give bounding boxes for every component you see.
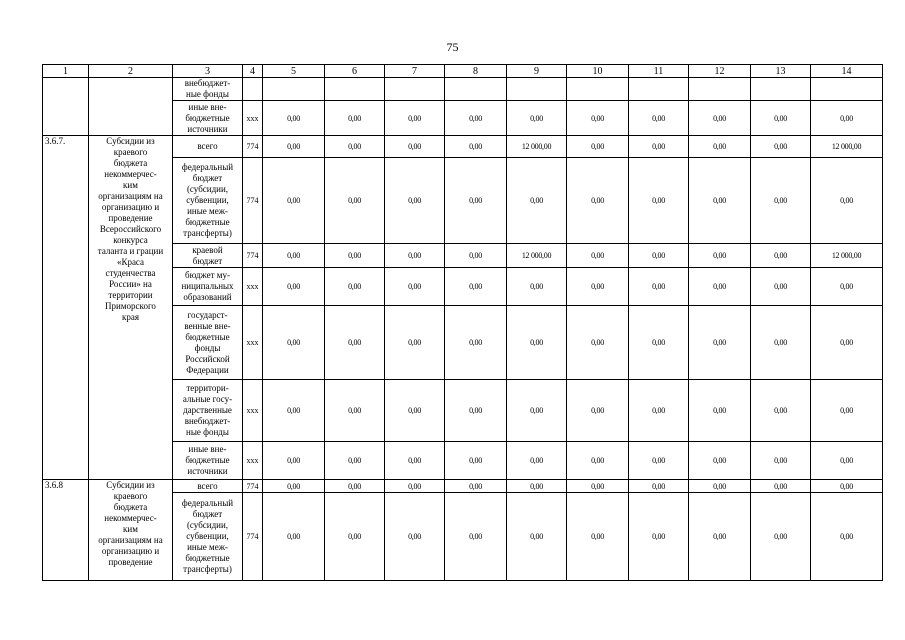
amount-cell: 0,00 <box>325 158 385 244</box>
amount-cell: 0,00 <box>629 380 689 442</box>
amount-cell: 0,00 <box>263 306 325 380</box>
item-code: 3.6.7. <box>43 136 89 480</box>
amount-cell: 0,00 <box>385 136 445 158</box>
amount-cell: 0,00 <box>385 493 445 581</box>
amount-cell: 0,00 <box>629 480 689 493</box>
funding-source: всего <box>173 480 243 493</box>
amount-cell: 0,00 <box>325 244 385 268</box>
amount-cell <box>811 78 883 101</box>
page-number: 75 <box>446 40 459 54</box>
amount-cell: 12 000,00 <box>507 136 567 158</box>
amount-cell: 0,00 <box>445 380 507 442</box>
amount-cell: 0,00 <box>445 244 507 268</box>
budget-table <box>42 64 883 581</box>
amount-cell: 0,00 <box>689 244 751 268</box>
amount-cell: 0,00 <box>507 101 567 136</box>
amount-cell: 0,00 <box>567 244 629 268</box>
amount-cell: 0,00 <box>325 480 385 493</box>
amount-cell <box>629 78 689 101</box>
amount-cell: 0,00 <box>811 306 883 380</box>
amount-cell: 0,00 <box>629 101 689 136</box>
amount-cell: 0,00 <box>629 268 689 306</box>
budget-code <box>243 78 263 101</box>
budget-code: 774 <box>243 493 263 581</box>
amount-cell: 0,00 <box>751 442 811 480</box>
amount-cell: 0,00 <box>629 136 689 158</box>
amount-cell: 0,00 <box>751 380 811 442</box>
amount-cell: 0,00 <box>567 442 629 480</box>
amount-cell: 0,00 <box>629 306 689 380</box>
amount-cell: 0,00 <box>445 101 507 136</box>
amount-cell: 0,00 <box>385 380 445 442</box>
amount-cell <box>567 78 629 101</box>
amount-cell: 12 000,00 <box>811 136 883 158</box>
column-header: 12 <box>689 65 751 78</box>
amount-cell: 0,00 <box>325 136 385 158</box>
amount-cell: 0,00 <box>263 244 325 268</box>
table-row <box>43 78 883 101</box>
amount-cell: 0,00 <box>263 136 325 158</box>
funding-source: государст- венные вне- бюджетные фонды Российской Федерации <box>173 306 243 380</box>
funding-source: всего <box>173 136 243 158</box>
amount-cell: 12 000,00 <box>507 244 567 268</box>
amount-cell: 0,00 <box>445 442 507 480</box>
funding-source: федеральный бюджет (субсидии, субвенции, иные меж- бюджетные трансферты) <box>173 493 243 581</box>
amount-cell: 0,00 <box>811 442 883 480</box>
column-header: 5 <box>263 65 325 78</box>
amount-cell: 0,00 <box>751 158 811 244</box>
amount-cell: 0,00 <box>629 244 689 268</box>
item-code: 3.6.8 <box>43 480 89 581</box>
amount-cell: 0,00 <box>263 101 325 136</box>
amount-cell <box>385 78 445 101</box>
amount-cell: 0,00 <box>445 480 507 493</box>
amount-cell: 0,00 <box>263 442 325 480</box>
amount-cell: 0,00 <box>325 306 385 380</box>
amount-cell: 0,00 <box>811 493 883 581</box>
amount-cell: 0,00 <box>325 493 385 581</box>
table-row <box>43 480 883 493</box>
amount-cell: 0,00 <box>567 480 629 493</box>
column-header: 6 <box>325 65 385 78</box>
amount-cell: 0,00 <box>629 493 689 581</box>
amount-cell: 0,00 <box>811 268 883 306</box>
amount-cell: 0,00 <box>507 380 567 442</box>
column-header: 4 <box>243 65 263 78</box>
amount-cell: 0,00 <box>325 380 385 442</box>
amount-cell: 0,00 <box>507 493 567 581</box>
item-name: Субсидии из краевого бюджета некоммерчес- ким организациям на организацию и проведение <box>89 480 173 581</box>
amount-cell: 0,00 <box>445 158 507 244</box>
amount-cell: 0,00 <box>445 493 507 581</box>
amount-cell: 0,00 <box>629 442 689 480</box>
budget-code: 774 <box>243 244 263 268</box>
item-name <box>89 78 173 136</box>
amount-cell <box>445 78 507 101</box>
amount-cell: 0,00 <box>567 380 629 442</box>
amount-cell: 0,00 <box>385 101 445 136</box>
amount-cell: 12 000,00 <box>811 244 883 268</box>
budget-code: ххх <box>243 268 263 306</box>
funding-source: федеральный бюджет (субсидии, субвенции, иные меж- бюджетные трансферты) <box>173 158 243 244</box>
amount-cell: 0,00 <box>507 306 567 380</box>
amount-cell: 0,00 <box>751 480 811 493</box>
amount-cell: 0,00 <box>507 480 567 493</box>
funding-source: территори- альные госу- дарственные внебюджет- ные фонды <box>173 380 243 442</box>
amount-cell: 0,00 <box>263 380 325 442</box>
amount-cell: 0,00 <box>811 158 883 244</box>
amount-cell: 0,00 <box>689 480 751 493</box>
amount-cell <box>751 78 811 101</box>
amount-cell: 0,00 <box>689 158 751 244</box>
amount-cell: 0,00 <box>385 306 445 380</box>
column-header: 8 <box>445 65 507 78</box>
amount-cell: 0,00 <box>811 380 883 442</box>
amount-cell: 0,00 <box>811 101 883 136</box>
amount-cell: 0,00 <box>263 268 325 306</box>
amount-cell: 0,00 <box>385 442 445 480</box>
amount-cell: 0,00 <box>567 493 629 581</box>
amount-cell: 0,00 <box>689 136 751 158</box>
item-code <box>43 78 89 136</box>
amount-cell: 0,00 <box>325 101 385 136</box>
amount-cell: 0,00 <box>263 493 325 581</box>
amount-cell <box>325 78 385 101</box>
table-row <box>43 136 883 158</box>
column-header: 9 <box>507 65 567 78</box>
column-header: 11 <box>629 65 689 78</box>
budget-code: 774 <box>243 480 263 493</box>
amount-cell <box>507 78 567 101</box>
column-header: 13 <box>751 65 811 78</box>
amount-cell: 0,00 <box>751 244 811 268</box>
amount-cell <box>689 78 751 101</box>
budget-code: ххх <box>243 442 263 480</box>
budget-code: 774 <box>243 158 263 244</box>
amount-cell: 0,00 <box>385 158 445 244</box>
amount-cell: 0,00 <box>507 158 567 244</box>
amount-cell: 0,00 <box>385 268 445 306</box>
amount-cell: 0,00 <box>751 101 811 136</box>
amount-cell: 0,00 <box>263 158 325 244</box>
budget-code: ххх <box>243 101 263 136</box>
budget-code: 774 <box>243 136 263 158</box>
budget-code: ххх <box>243 306 263 380</box>
amount-cell: 0,00 <box>385 480 445 493</box>
funding-source: бюджет му- ниципальных образований <box>173 268 243 306</box>
column-header: 7 <box>385 65 445 78</box>
amount-cell: 0,00 <box>325 268 385 306</box>
amount-cell: 0,00 <box>567 158 629 244</box>
amount-cell <box>263 78 325 101</box>
column-header: 2 <box>89 65 173 78</box>
amount-cell: 0,00 <box>507 268 567 306</box>
amount-cell: 0,00 <box>689 380 751 442</box>
amount-cell: 0,00 <box>689 101 751 136</box>
budget-code: ххх <box>243 380 263 442</box>
amount-cell: 0,00 <box>811 480 883 493</box>
item-name: Субсидии из краевого бюджета некоммерчес- ким организациям на организацию и проведение Всероссийского конкурса таланта и грации «Краса студенчества России» на территории Приморского края <box>89 136 173 480</box>
amount-cell: 0,00 <box>263 480 325 493</box>
amount-cell: 0,00 <box>445 306 507 380</box>
amount-cell: 0,00 <box>567 268 629 306</box>
amount-cell: 0,00 <box>567 101 629 136</box>
amount-cell: 0,00 <box>567 136 629 158</box>
amount-cell: 0,00 <box>567 306 629 380</box>
column-header: 10 <box>567 65 629 78</box>
amount-cell: 0,00 <box>751 268 811 306</box>
amount-cell: 0,00 <box>751 306 811 380</box>
funding-source: иные вне- бюджетные источники <box>173 101 243 136</box>
amount-cell: 0,00 <box>751 493 811 581</box>
funding-source: внебюджет- ные фонды <box>173 78 243 101</box>
funding-source: иные вне- бюджетные источники <box>173 442 243 480</box>
header-row <box>43 65 883 78</box>
column-header: 14 <box>811 65 883 78</box>
amount-cell: 0,00 <box>689 268 751 306</box>
amount-cell: 0,00 <box>385 244 445 268</box>
amount-cell: 0,00 <box>445 268 507 306</box>
amount-cell: 0,00 <box>507 442 567 480</box>
amount-cell: 0,00 <box>325 442 385 480</box>
amount-cell: 0,00 <box>689 306 751 380</box>
column-header: 3 <box>173 65 243 78</box>
funding-source: краевой бюджет <box>173 244 243 268</box>
amount-cell: 0,00 <box>629 158 689 244</box>
amount-cell: 0,00 <box>689 493 751 581</box>
amount-cell: 0,00 <box>689 442 751 480</box>
amount-cell: 0,00 <box>445 136 507 158</box>
column-header: 1 <box>43 65 89 78</box>
amount-cell: 0,00 <box>751 136 811 158</box>
